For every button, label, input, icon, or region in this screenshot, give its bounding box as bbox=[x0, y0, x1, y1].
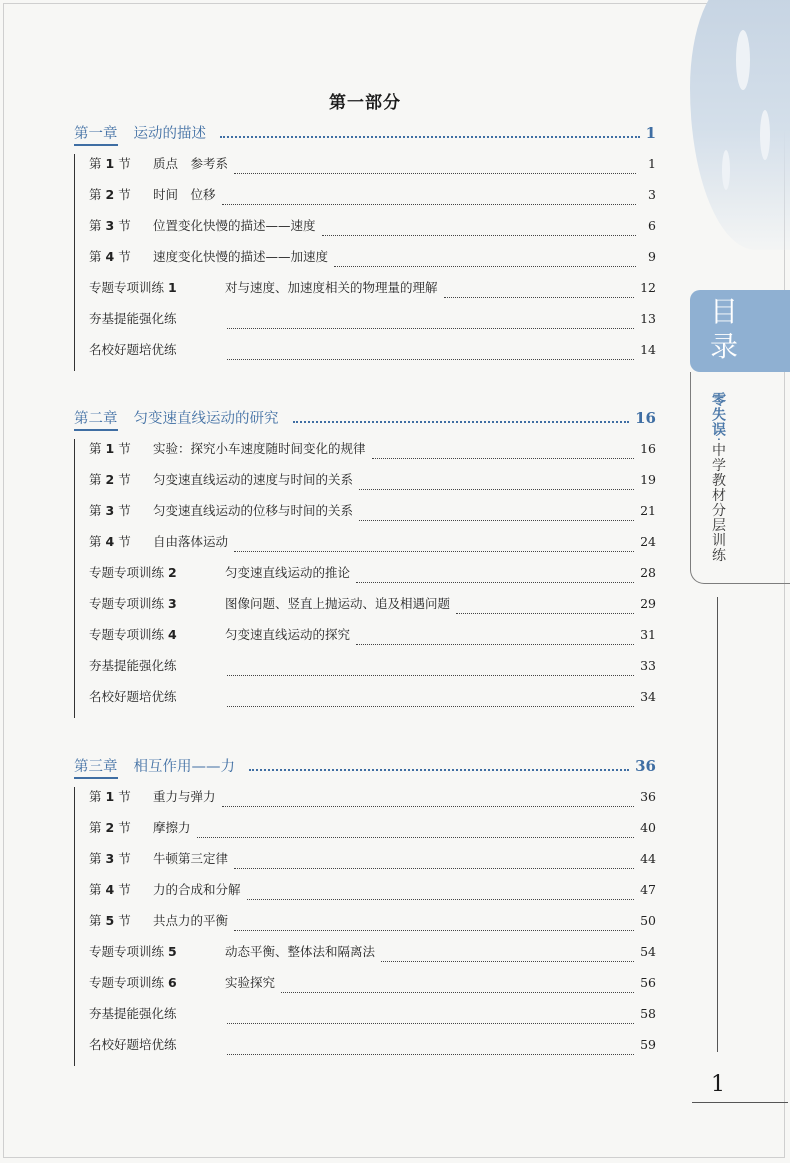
leader-dots bbox=[227, 675, 634, 676]
leader-dots bbox=[222, 204, 636, 205]
entry-title: 图像问题、竖直上抛运动、追及相遇问题 bbox=[225, 596, 451, 611]
entry-title: 实验探究 bbox=[225, 975, 276, 990]
toc-entry[interactable] bbox=[89, 470, 656, 501]
chapter-2 bbox=[74, 407, 656, 718]
toc-entry[interactable] bbox=[89, 563, 656, 594]
entry-label: 第 4 节 bbox=[89, 534, 131, 549]
chapter-page: 16 bbox=[635, 409, 656, 427]
brand-name: 零失误 bbox=[710, 392, 726, 437]
entry-title: 对与速度、加速度相关的物理量的理解 bbox=[225, 280, 438, 295]
chapter-number: 第一章 bbox=[74, 122, 118, 146]
entry-page: 54 bbox=[640, 944, 656, 959]
chapter-page: 1 bbox=[645, 124, 656, 142]
entry-page: 16 bbox=[640, 441, 656, 456]
entry-title: 速度变化快慢的描述——加速度 bbox=[153, 249, 329, 264]
leader-dots bbox=[322, 235, 636, 236]
entry-page: 21 bbox=[640, 503, 656, 518]
entry-page: 58 bbox=[640, 1006, 656, 1021]
entry-label: 夯基提能强化练 bbox=[89, 658, 177, 673]
toc-entry[interactable] bbox=[89, 687, 656, 718]
page-number: 1 bbox=[711, 1072, 725, 1097]
toc-entry[interactable] bbox=[89, 185, 656, 216]
brush-decoration bbox=[670, 0, 790, 250]
chapter-title: 运动的描述 bbox=[133, 126, 206, 142]
chapter-1 bbox=[74, 122, 656, 371]
entry-page: 36 bbox=[640, 789, 656, 804]
toc-entry[interactable] bbox=[89, 656, 656, 687]
leader-dots bbox=[222, 806, 635, 807]
entry-label: 专题专项训练 5 bbox=[89, 944, 177, 959]
entry-label: 第 2 节 bbox=[89, 187, 131, 202]
entry-page: 56 bbox=[640, 975, 656, 990]
entry-page: 28 bbox=[640, 565, 656, 580]
entry-title: 匀变速直线运动的推论 bbox=[225, 565, 351, 580]
entry-label: 名校好题培优练 bbox=[89, 1037, 177, 1052]
leader-dots bbox=[247, 899, 635, 900]
toc-entry[interactable] bbox=[89, 787, 656, 818]
entry-label: 第 3 节 bbox=[89, 218, 131, 233]
toc-side-tab-label: 目录 bbox=[709, 295, 738, 363]
entry-page: 33 bbox=[640, 658, 656, 673]
leader-dots bbox=[334, 266, 636, 267]
entry-title: 实验：探究小车速度随时间变化的规律 bbox=[153, 441, 366, 456]
entry-title: 牛顿第三定律 bbox=[153, 851, 229, 866]
entry-title: 位置变化快慢的描述——速度 bbox=[153, 218, 316, 233]
leader-dots bbox=[234, 551, 634, 552]
entry-label: 第 2 节 bbox=[89, 472, 131, 487]
entry-label: 第 3 节 bbox=[89, 503, 131, 518]
leader-dots bbox=[381, 961, 634, 962]
entry-page: 44 bbox=[640, 851, 656, 866]
part-title: 第一部分 bbox=[329, 93, 401, 113]
entry-title: 自由落体运动 bbox=[153, 534, 229, 549]
toc-entry[interactable] bbox=[89, 340, 656, 371]
entry-page: 47 bbox=[640, 882, 656, 897]
toc-entry[interactable] bbox=[89, 911, 656, 942]
chapter-heading[interactable] bbox=[74, 122, 656, 146]
leader-dots bbox=[293, 421, 630, 423]
toc-entry[interactable] bbox=[89, 532, 656, 563]
chapter-heading[interactable] bbox=[74, 407, 656, 431]
leader-dots bbox=[249, 769, 629, 771]
entry-title: 匀变速直线运动的速度与时间的关系 bbox=[153, 472, 354, 487]
toc-entry[interactable] bbox=[89, 278, 656, 309]
entry-label: 第 2 节 bbox=[89, 820, 131, 835]
entry-page: 1 bbox=[648, 156, 656, 171]
entry-page: 40 bbox=[640, 820, 656, 835]
leader-dots bbox=[234, 930, 634, 931]
toc-entry[interactable] bbox=[89, 1004, 656, 1035]
brand-subtitle: 中学教材分层训练 bbox=[710, 442, 726, 563]
entry-label: 第 1 节 bbox=[89, 789, 131, 804]
entry-page: 12 bbox=[640, 280, 656, 295]
entry-page: 14 bbox=[640, 342, 656, 357]
toc-entry[interactable] bbox=[89, 973, 656, 1004]
chapter-title: 相互作用——力 bbox=[133, 759, 235, 775]
leader-dots bbox=[372, 458, 635, 459]
leader-dots bbox=[227, 328, 634, 329]
entry-label: 夯基提能强化练 bbox=[89, 1006, 177, 1021]
leader-dots bbox=[197, 837, 635, 838]
entry-label: 夯基提能强化练 bbox=[89, 311, 177, 326]
leader-dots bbox=[220, 136, 640, 138]
chapter-entries bbox=[74, 787, 656, 1066]
entry-title: 时间 位移 bbox=[153, 187, 216, 202]
entry-page: 6 bbox=[648, 218, 656, 233]
entry-page: 34 bbox=[640, 689, 656, 704]
chapter-page: 36 bbox=[635, 757, 656, 775]
toc-entry[interactable] bbox=[89, 942, 656, 973]
toc-entry[interactable] bbox=[89, 309, 656, 340]
entry-label: 专题专项训练 4 bbox=[89, 627, 177, 642]
entry-label: 第 4 节 bbox=[89, 249, 131, 264]
chapter-3 bbox=[74, 755, 656, 1066]
leader-dots bbox=[281, 992, 634, 993]
chapter-heading[interactable] bbox=[74, 755, 656, 779]
entry-page: 31 bbox=[640, 627, 656, 642]
leader-dots bbox=[359, 520, 634, 521]
entry-title: 摩擦力 bbox=[153, 820, 191, 835]
entry-title: 匀变速直线运动的位移与时间的关系 bbox=[153, 503, 354, 518]
entry-title: 重力与弹力 bbox=[153, 789, 216, 804]
chapter-entries bbox=[74, 439, 656, 718]
toc-entry[interactable] bbox=[89, 501, 656, 532]
entry-title: 动态平衡、整体法和隔离法 bbox=[225, 944, 376, 959]
entry-label: 第 4 节 bbox=[89, 882, 131, 897]
toc-entry[interactable] bbox=[89, 625, 656, 656]
leader-dots bbox=[359, 489, 634, 490]
toc-entry[interactable] bbox=[89, 1035, 656, 1066]
leader-dots bbox=[356, 644, 634, 645]
entry-label: 第 3 节 bbox=[89, 851, 131, 866]
toc-entry[interactable] bbox=[89, 154, 656, 185]
leader-dots bbox=[227, 1054, 634, 1055]
leader-dots bbox=[227, 1023, 634, 1024]
toc-entry[interactable] bbox=[89, 849, 656, 880]
toc-entry[interactable] bbox=[89, 216, 656, 247]
entry-title: 力的合成和分解 bbox=[153, 882, 241, 897]
toc-entry[interactable] bbox=[89, 439, 656, 470]
entry-label: 专题专项训练 2 bbox=[89, 565, 177, 580]
side-panel bbox=[690, 372, 790, 584]
chapter-title: 匀变速直线运动的研究 bbox=[133, 411, 279, 427]
toc-entry[interactable] bbox=[89, 247, 656, 278]
leader-dots bbox=[356, 582, 634, 583]
entry-title: 匀变速直线运动的探究 bbox=[225, 627, 351, 642]
leader-dots bbox=[444, 297, 635, 298]
entry-page: 3 bbox=[648, 187, 656, 202]
entry-label: 专题专项训练 6 bbox=[89, 975, 177, 990]
entry-page: 13 bbox=[640, 311, 656, 326]
entry-label: 第 1 节 bbox=[89, 156, 131, 171]
entry-label: 专题专项训练 1 bbox=[89, 280, 177, 295]
leader-dots bbox=[456, 613, 634, 614]
chapter-number: 第二章 bbox=[74, 407, 118, 431]
entry-label: 第 1 节 bbox=[89, 441, 131, 456]
entry-page: 59 bbox=[640, 1037, 656, 1052]
toc-entry[interactable] bbox=[89, 818, 656, 849]
entry-label: 名校好题培优练 bbox=[89, 689, 177, 704]
entry-title: 共点力的平衡 bbox=[153, 913, 229, 928]
entry-page: 19 bbox=[640, 472, 656, 487]
leader-dots bbox=[227, 706, 634, 707]
leader-dots bbox=[234, 868, 634, 869]
entry-label: 名校好题培优练 bbox=[89, 342, 177, 357]
entry-label: 第 5 节 bbox=[89, 913, 131, 928]
entry-title: 质点 参考系 bbox=[153, 156, 229, 171]
chapter-entries bbox=[74, 154, 656, 371]
side-rule bbox=[717, 597, 718, 1052]
entry-label: 专题专项训练 3 bbox=[89, 596, 177, 611]
brand-separator: · bbox=[710, 437, 726, 443]
entry-page: 50 bbox=[640, 913, 656, 928]
toc-entry[interactable] bbox=[89, 594, 656, 625]
leader-dots bbox=[227, 359, 634, 360]
toc-entry[interactable] bbox=[89, 880, 656, 911]
brand-vertical bbox=[706, 392, 728, 562]
leader-dots bbox=[234, 173, 636, 174]
page-number-rule bbox=[692, 1102, 788, 1103]
entry-page: 24 bbox=[640, 534, 656, 549]
entry-page: 9 bbox=[648, 249, 656, 264]
entry-page: 29 bbox=[640, 596, 656, 611]
chapter-number: 第三章 bbox=[74, 755, 118, 779]
